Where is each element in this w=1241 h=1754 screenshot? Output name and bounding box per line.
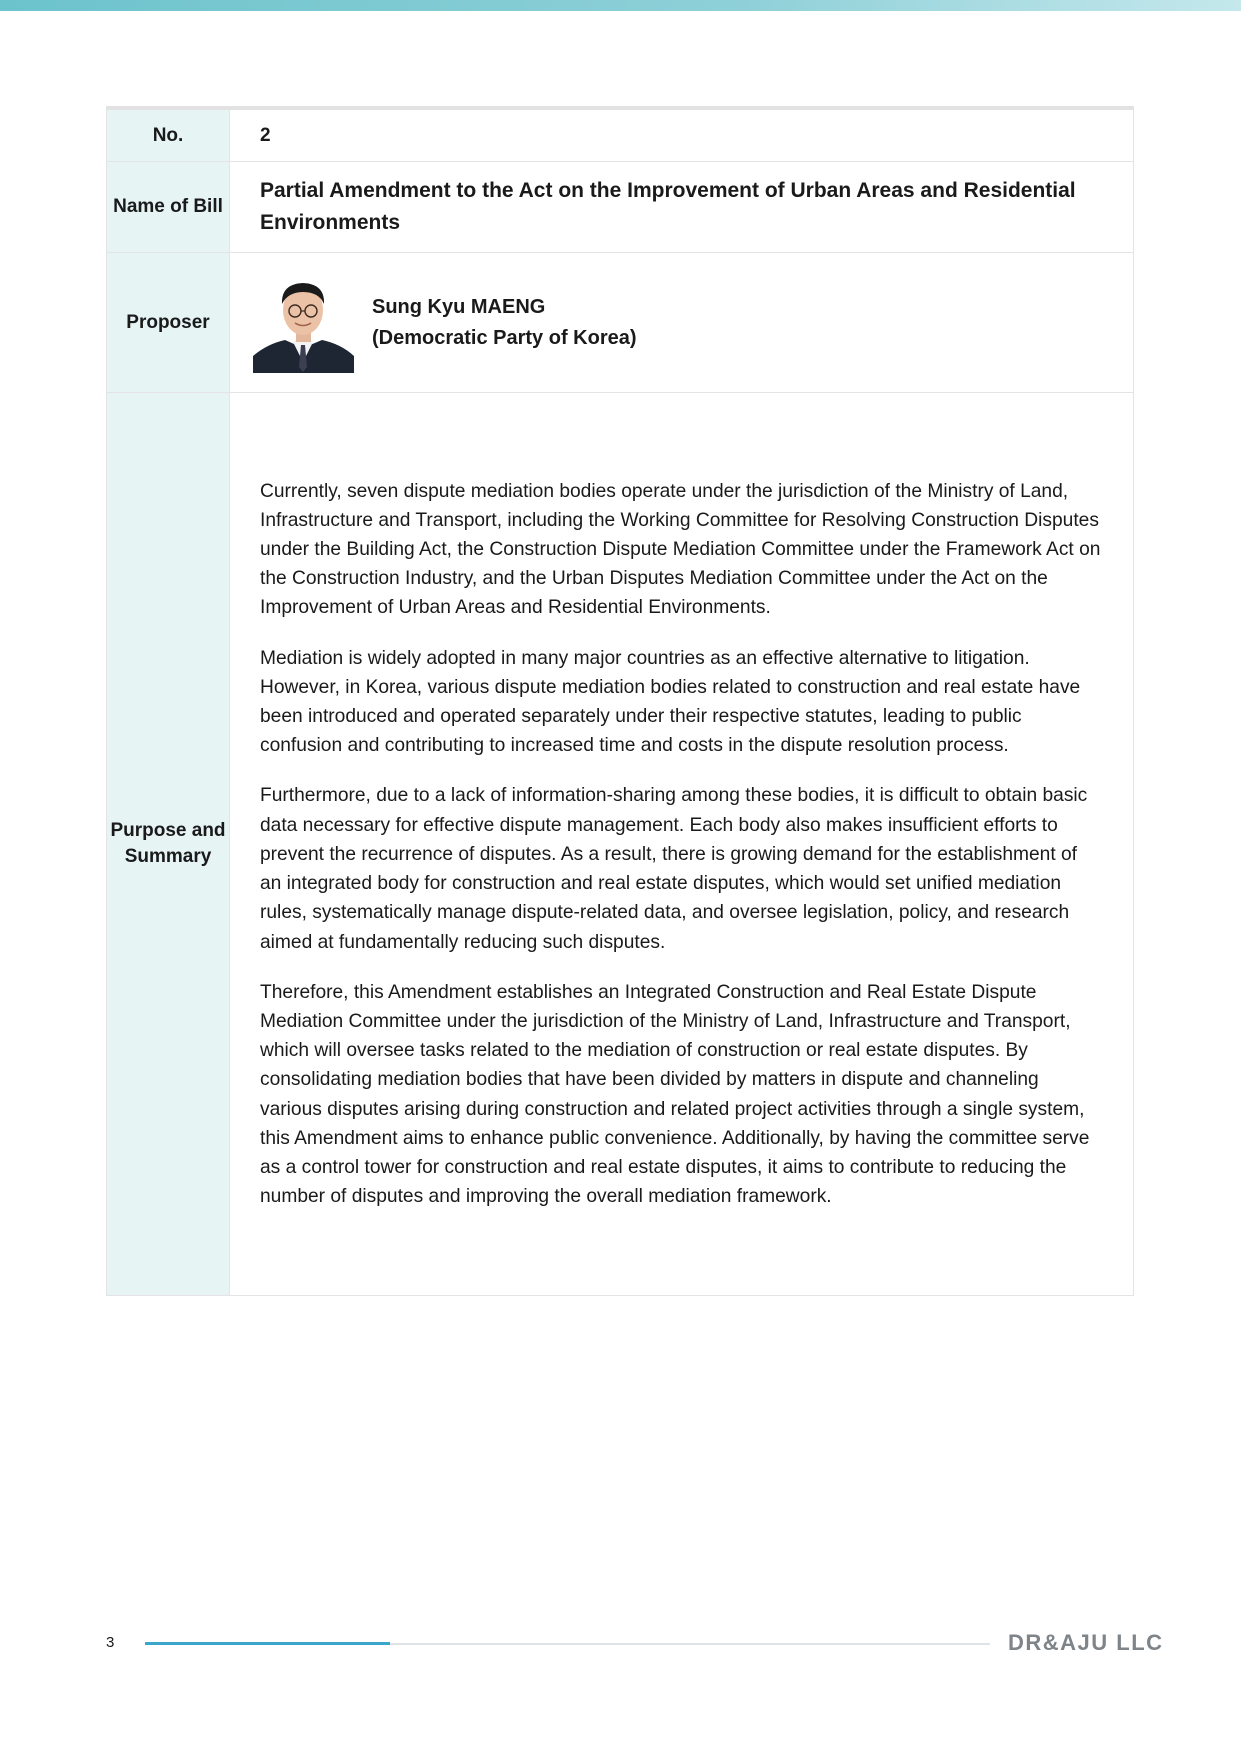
proposer-party: (Democratic Party of Korea) <box>372 326 637 349</box>
table-row-purpose <box>107 393 1134 1296</box>
value-number-cell <box>230 108 1134 162</box>
purpose-paragraph-4: Therefore, this Amendment establishes an Integrated Construction and Real Estate Dispute Mediation Committee under the jurisdiction of the Ministry of Land, Infrastructure and Transport, which will oversee tasks related to the mediation of construction or real estate disputes. By consolidating mediation bodies that have been divided by matters in dispute and channeling various disputes arising during construction and related project activities through a single system, this Amendment aims to enhance public convenience. Additionally, by having the committee serve as a control tower for construction and real estate disputes, it aims to contribute to reducing the number of disputes and improving the overall mediation framework. <box>260 981 1090 1208</box>
label-proposer: Proposer <box>107 253 230 393</box>
top-accent-band <box>0 0 1241 11</box>
value-bill-name-cell <box>230 162 1134 253</box>
table-row-bill-name <box>107 162 1134 253</box>
value-purpose-cell <box>230 393 1134 1296</box>
proposer-block <box>253 272 1103 373</box>
purpose-paragraph-3: Furthermore, due to a lack of information-sharing among these bodies, it is difficult to obtain basic data necessary for effective dispute management. Each body also makes insufficient efforts to prevent the recurrence of disputes. As a result, there is growing demand for the establishment of an integrated body for construction and real estate disputes, which would set unified mediation rules, systematically manage dispute-related data, and oversee legislation, policy, and research aimed at fundamentally reducing such disputes. <box>260 785 1088 953</box>
value-proposer-cell <box>230 253 1134 393</box>
label-bill-name: Name of Bill <box>107 162 230 253</box>
proposer-portrait-photo <box>253 272 354 373</box>
purpose-paragraph-2: Mediation is widely adopted in many major countries as an effective alternative to litigation. However, in Korea, various dispute mediation bodies related to construction and real estate have been introduced and operated separately under their respective statutes, leading to public confusion and contributing to increased time and costs in the dispute resolution process. <box>260 647 1081 757</box>
brand-logo-text: DR&AJU LLC <box>1008 1630 1164 1655</box>
table-row-number <box>107 108 1134 162</box>
proposer-name: Sung Kyu MAENG <box>372 295 546 318</box>
label-number: No. <box>107 108 230 162</box>
page-number: 3 <box>106 1634 115 1651</box>
bill-number: 2 <box>260 124 271 146</box>
proposer-info <box>372 292 637 354</box>
label-purpose: Purpose and Summary <box>107 393 230 1296</box>
purpose-paragraph-1: Currently, seven dispute mediation bodies operate under the jurisdiction of the Ministry of Land, Infrastructure and Transport, including the Working Committee for Resolving Construction Disputes under the Building Act, the Construction Dispute Mediation Committee under the Framework Act on the Construction Industry, and the Urban Disputes Mediation Committee under the Act on the Improvement of Urban Areas and Residential Environments. <box>260 480 1101 619</box>
bill-info-table <box>106 106 1134 1296</box>
footer-progress-fill <box>145 1642 390 1645</box>
bill-name: Partial Amendment to the Act on the Improvement of Urban Areas and Residential Environments <box>260 179 1076 234</box>
table-row-proposer <box>107 253 1134 393</box>
